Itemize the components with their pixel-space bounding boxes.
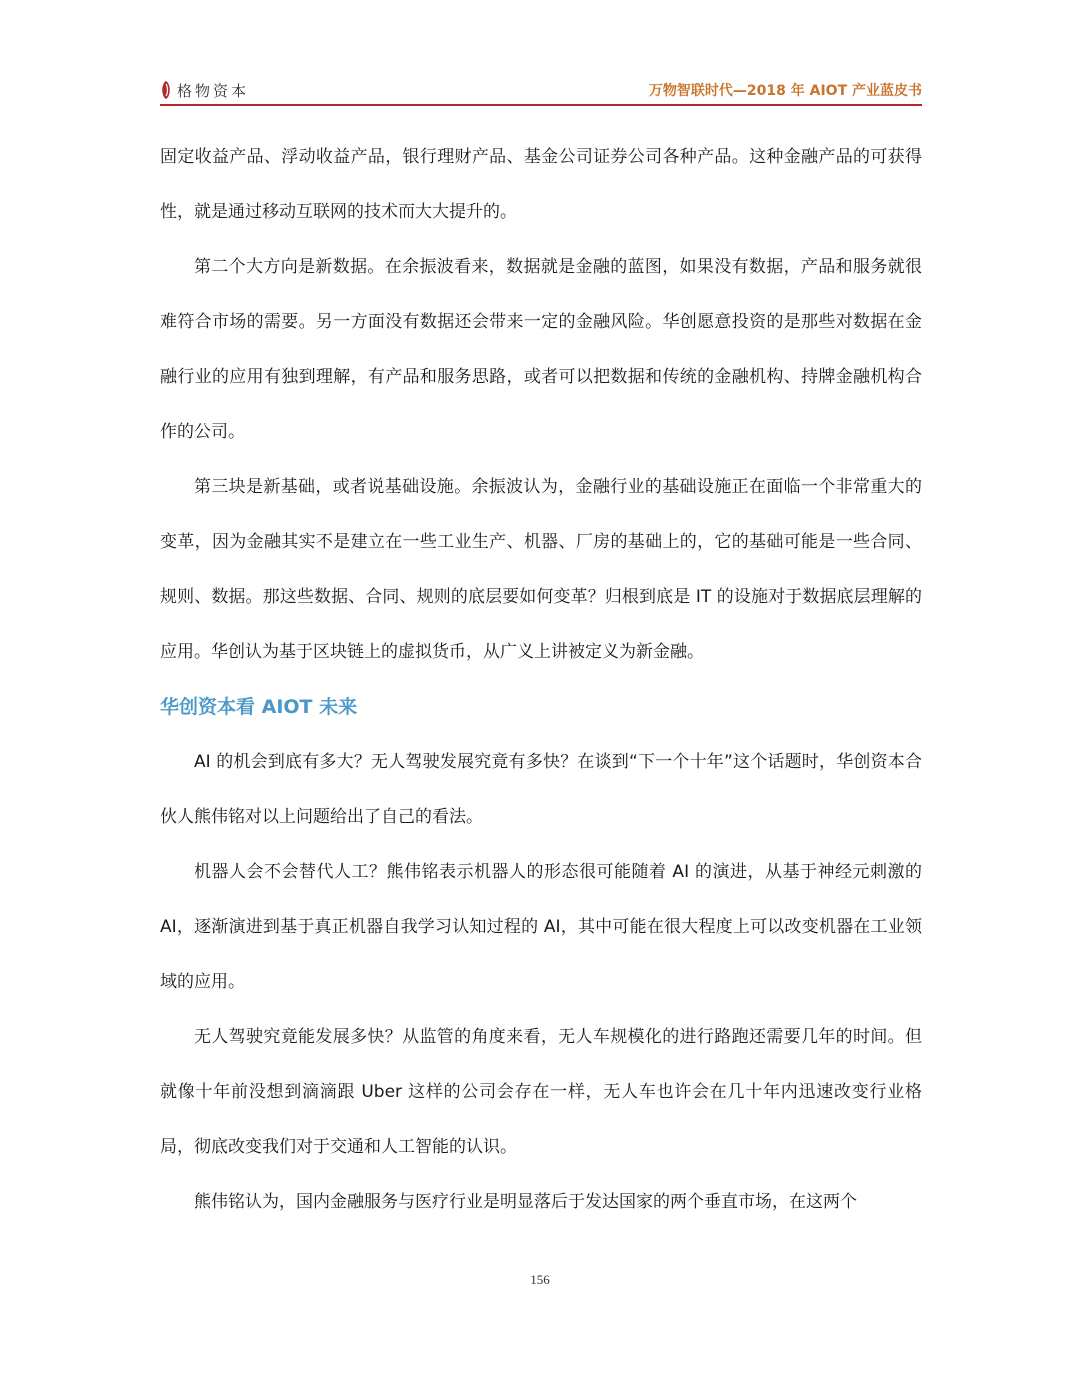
logo [160, 78, 249, 102]
paragraph: 熊伟铭认为，国内金融服务与医疗行业是明显落后于发达国家的两个垂直市场，在这两个 [194, 1192, 857, 1212]
document-title: 万物智联时代—2018 年 AIOT 产业蓝皮书 [648, 83, 922, 99]
section-heading: 华创资本看 AIOT 未来 [160, 696, 358, 718]
paragraph: 固定收益产品、浮动收益产品，银行理财产品、基金公司证券公司各种产品。这种金融产品的可获得性，就是通过移动互联网的技术而大大提升的。 [160, 147, 922, 222]
paragraph: 第二个大方向是新数据。在余振波看来，数据就是金融的蓝图，如果没有数据，产品和服务就很难符合市场的需要。另一方面没有数据还会带来一定的金融风险。华创愿意投资的是那些对数据在金融行业的应用有独到理解，有产品和服务思路，或者可以把数据和传统的金融机构、持牌金融机构合作的公司。 [160, 257, 922, 442]
header-divider [160, 104, 922, 106]
logo-mark-icon [160, 80, 172, 100]
paragraph: 第三块是新基础，或者说基础设施。余振波认为，金融行业的基础设施正在面临一个非常重大的变革，因为金融其实不是建立在一些工业生产、机器、厂房的基础上的，它的基础可能是一些合同、规则、数据。那这些数据、合同、规则的底层要如何变革？归根到底是 IT 的设施对于数据底层理解的应用。华创认为基于区块链上的虚拟货币，从广义上讲被定义为新金融。 [160, 477, 922, 662]
page-number: 156 [530, 1272, 550, 1287]
paragraph: AI 的机会到底有多大？无人驾驶发展究竟有多快？在谈到“下一个十年”这个话题时，华创资本合伙人熊伟铭对以上问题给出了自己的看法。 [160, 752, 922, 827]
paragraph: 无人驾驶究竟能发展多快？从监管的角度来看，无人车规模化的进行路跑还需要几年的时间。但就像十年前没想到滴滴跟 Uber 这样的公司会存在一样，无人车也许会在几十年内迅速改变行业格局，彻底改变我们对于交通和人工智能的认识。 [160, 1027, 922, 1157]
logo-text: 格物资本 [177, 81, 250, 100]
page-header [160, 74, 922, 106]
paragraph: 机器人会不会替代人工？熊伟铭表示机器人的形态很可能随着 AI 的演进，从基于神经元刺激的 AI，逐渐演进到基于真正机器自我学习认知过程的 AI，其中可能在很大程度上可以改变机器在工业领域的应用。 [160, 862, 922, 992]
page-content [160, 130, 922, 1230]
